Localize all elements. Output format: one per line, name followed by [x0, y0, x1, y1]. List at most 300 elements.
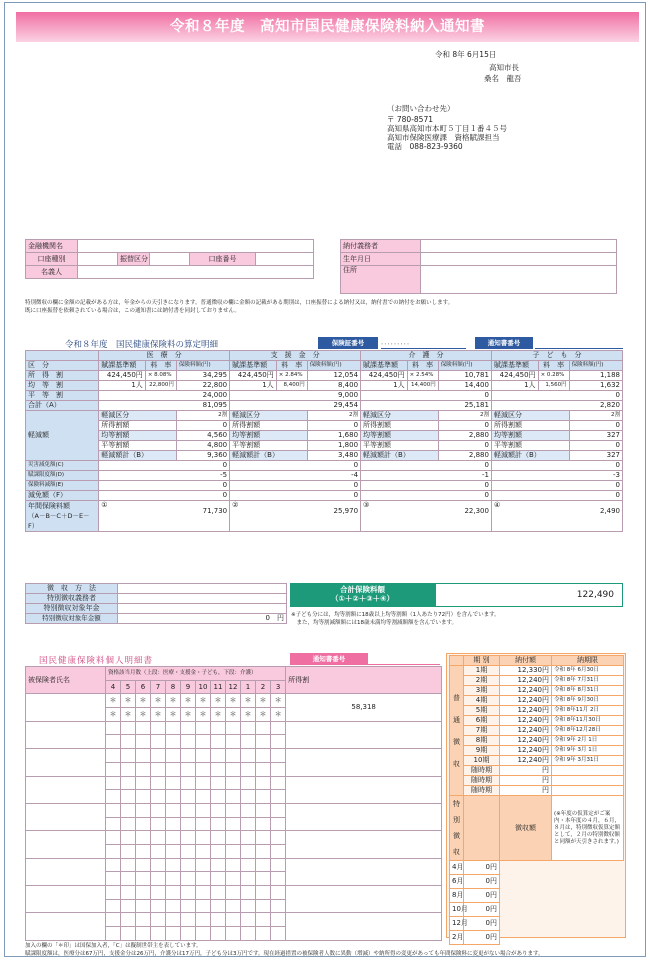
ordinary-due-date: 令和 8年 8月31日 — [552, 686, 624, 696]
ordinary-amount: 12,240円 — [500, 736, 552, 746]
col-rate: 料 率 — [538, 361, 569, 371]
month-star: ＊ — [196, 708, 211, 722]
blank-cell — [256, 844, 271, 858]
special-row — [450, 861, 624, 875]
blank-cell — [181, 790, 196, 804]
account-holder-value — [78, 266, 314, 279]
blank-cell — [181, 844, 196, 858]
blank-cell — [226, 817, 241, 831]
ordinary-row — [450, 706, 624, 716]
special-month: 6月 — [450, 875, 464, 889]
blank-cell — [271, 790, 286, 804]
total-fee: 81,095 — [99, 401, 230, 411]
total-fee: 2,820 — [491, 401, 622, 411]
blank-cell — [196, 803, 211, 817]
times-sign: × — [409, 372, 415, 378]
blank-cell — [211, 872, 226, 886]
exemption-value: 0 — [361, 491, 492, 501]
income-rate: 2.54% — [416, 372, 434, 378]
ordinary-amount: 12,240円 — [500, 716, 552, 726]
blank-cell — [286, 831, 442, 858]
per-capita-count: 1人 — [99, 381, 146, 391]
annual-value: 25,970 — [333, 507, 359, 515]
special-label: 特別徴収 — [450, 796, 464, 861]
income-rate: 8.08% — [154, 372, 172, 378]
month-star: ＊ — [106, 694, 121, 708]
ordinary-period: 9期 — [464, 746, 500, 756]
times-sign: × — [540, 372, 546, 378]
ordinary-due-date — [552, 786, 624, 796]
blank-cell — [241, 927, 256, 941]
blank-cell — [271, 817, 286, 831]
red-income-label: 所得割額 — [230, 421, 308, 431]
per-capita-fee: 1,632 — [569, 381, 622, 391]
month-star: ＊ — [121, 708, 136, 722]
blank-cell — [271, 913, 286, 927]
blank-cell — [181, 899, 196, 913]
blank-cell — [136, 803, 151, 817]
contact-address: 高知県高知市本町５丁目１番４５号 — [387, 124, 507, 133]
ordinary-row — [450, 716, 624, 726]
month-header-cell: 5 — [121, 680, 136, 694]
month-star: ＊ — [121, 694, 136, 708]
exemption-value: 0 — [99, 491, 230, 501]
red-equal-label: 平等割額 — [230, 441, 308, 451]
red-income-label: 所得割額 — [99, 421, 177, 431]
blank-cell — [26, 749, 106, 776]
blank-cell — [196, 899, 211, 913]
red-value: 9,360 — [176, 451, 229, 461]
calc-diagonal-header — [26, 351, 99, 361]
person-notice-label: 通知書番号 — [290, 653, 368, 665]
red-value: 0 — [438, 421, 491, 431]
blank-cell — [211, 721, 226, 735]
birth-label: 生年月日 — [341, 253, 421, 266]
blank-cell — [196, 776, 211, 790]
per-capita-count: 1人 — [491, 381, 538, 391]
blank-cell — [136, 872, 151, 886]
blank-cell — [136, 735, 151, 749]
ceiling-value: -3 — [491, 471, 622, 481]
special-payer-value — [118, 594, 287, 604]
blank-cell — [106, 776, 121, 790]
blank-cell — [271, 735, 286, 749]
row-equal-label: 平 等 割 — [26, 391, 99, 401]
blank-cell — [106, 872, 121, 886]
blank-cell — [26, 913, 106, 941]
row-annual-formula: （A－B－C＋D－E－F） — [28, 512, 90, 530]
annual-number: ① — [101, 501, 108, 509]
month-star: ＊ — [211, 694, 226, 708]
special-month: 2月 — [450, 931, 464, 945]
ordinary-due-date: 令和 9年 2月 1日 — [552, 736, 624, 746]
blank-cell — [256, 803, 271, 817]
blank-cell — [271, 844, 286, 858]
person-income-value: 58,318 — [286, 694, 442, 721]
cert-number-label: 保険証番号 — [318, 337, 378, 349]
blank-cell — [241, 762, 256, 776]
special-row — [450, 903, 624, 917]
blank-cell — [211, 858, 226, 872]
red-total-label: 軽減額計（B） — [230, 451, 308, 461]
blank-cell — [166, 913, 181, 927]
ordinary-amount: 12,240円 — [500, 676, 552, 686]
blank-cell — [211, 762, 226, 776]
red-income-label: 所得割額 — [361, 421, 439, 431]
row-exemption-label: 減免額（F） — [26, 491, 99, 501]
blank-cell — [106, 899, 121, 913]
ordinary-amount: 12,330円 — [500, 666, 552, 676]
month-header — [464, 796, 500, 861]
month-star: ＊ — [181, 708, 196, 722]
ordinary-row — [450, 736, 624, 746]
ordinary-due-date: 令和 8年11月 2日 — [552, 706, 624, 716]
blank-cell — [181, 749, 196, 763]
blank-cell — [136, 817, 151, 831]
blank-cell — [256, 762, 271, 776]
over-value: 0 — [361, 481, 492, 491]
per-capita-unit: 14,400円 — [407, 381, 438, 391]
blank-cell — [106, 803, 121, 817]
month-star: ＊ — [226, 694, 241, 708]
red-value: 0 — [307, 421, 360, 431]
category-medical: 医 療 分 — [99, 351, 230, 361]
blank-cell — [106, 831, 121, 845]
birth-value — [421, 253, 617, 266]
blank-cell — [106, 913, 121, 927]
row-reduction-label: 軽減額 — [26, 411, 99, 461]
blank-cell — [26, 803, 106, 830]
red-value: 327 — [569, 451, 622, 461]
blank-cell — [286, 803, 442, 830]
blank-cell — [106, 721, 121, 735]
blank-cell — [121, 844, 136, 858]
address-value — [421, 266, 617, 294]
blank-cell — [151, 927, 166, 941]
calc-footnote-2: また，均等割減額額には18歳未満均等割減額額を含んでいます。 — [291, 620, 458, 626]
bottom-note-2: 賦課限度額は，医療分は67万円，支援金分は26万円，介護分は17万円，子ども分は3万円です。現在経過措置の被保険者人数に異動（増減）や納所得の変更があっても年間保険料に変更がない場合があります。 — [25, 951, 544, 957]
red-income-label: 所得割額 — [491, 421, 569, 431]
name-col-header: 被保険者氏名 — [26, 667, 106, 694]
col-base: 賦課基準額 — [491, 361, 538, 371]
blank-cell — [241, 749, 256, 763]
special-side-note: (※年度の仮算定がご案内・本年度の４月，６月，８月は，特別徴収仮算定額として，２月の特別徴収額と同額が天引きされます。) — [552, 796, 624, 861]
blank-cell — [196, 749, 211, 763]
ordinary-amount: 12,240円 — [500, 746, 552, 756]
disaster-value: 0 — [99, 461, 230, 471]
month-header-cell: 12 — [226, 680, 241, 694]
blank-cell — [151, 790, 166, 804]
grand-total-label: 合計保険料額 — [340, 585, 385, 594]
contact-phone: 電話 088-823-9360 — [387, 142, 463, 151]
blank-cell — [211, 735, 226, 749]
blank-cell — [241, 913, 256, 927]
blank-cell — [181, 735, 196, 749]
per-capita-count: 1人 — [230, 381, 277, 391]
blank-cell — [166, 844, 181, 858]
pension-value — [118, 604, 287, 614]
blank-cell — [196, 913, 211, 927]
blank-cell — [26, 858, 106, 885]
blank-cell — [226, 913, 241, 927]
month-star: ＊ — [136, 694, 151, 708]
blank-cell — [241, 735, 256, 749]
blank-cell — [256, 749, 271, 763]
disaster-value: 0 — [361, 461, 492, 471]
col-fee: 保険料額(円) — [176, 361, 229, 371]
blank-cell — [211, 776, 226, 790]
red-kubun-value: 2割 — [438, 411, 491, 421]
blank-cell — [286, 721, 442, 748]
months-header: 資格該当月数（上段：医療・支援金・子ども，下段：介護） — [106, 667, 286, 681]
cert-number-value: ．．．．．．．．． — [381, 337, 466, 349]
account-number-value — [256, 253, 314, 266]
account-number-label: 口座番号 — [190, 253, 256, 266]
blank-cell — [241, 886, 256, 900]
income-rate: 2.84% — [285, 372, 303, 378]
payment-note-1: 特別徴収の欄に金額の記載がある方は，年金からの天引きになります。普通徴収の欄に金額の記載がある期別は，口座振替による納付又は，納付書での納付をお願いします。 — [25, 300, 454, 306]
income-base: 424,450円 — [230, 371, 277, 381]
blank-cell — [271, 858, 286, 872]
ordinary-period: 8期 — [464, 736, 500, 746]
blank-cell — [151, 762, 166, 776]
red-per-capita-label: 均等割額 — [99, 431, 177, 441]
blank-cell — [151, 776, 166, 790]
ordinary-row — [450, 686, 624, 696]
blank-cell — [136, 858, 151, 872]
blank-cell — [226, 899, 241, 913]
special-amount: 0円 — [464, 861, 500, 875]
blank-cell — [166, 803, 181, 817]
blank-cell — [271, 749, 286, 763]
blank-cell — [211, 749, 226, 763]
blank-cell — [196, 858, 211, 872]
blank-cell — [181, 776, 196, 790]
red-total-label: 軽減額計（B） — [99, 451, 177, 461]
blank-cell — [211, 899, 226, 913]
blank-cell — [121, 831, 136, 845]
blank-cell — [166, 831, 181, 845]
red-per-capita-label: 均等割額 — [230, 431, 308, 441]
person-notice-value — [368, 653, 440, 665]
blank-cell — [106, 762, 121, 776]
row-annual-label: 年間保険料額 — [28, 502, 70, 510]
blank-cell — [106, 790, 121, 804]
red-value: 4,800 — [176, 441, 229, 451]
blank-cell — [181, 886, 196, 900]
blank-cell — [136, 927, 151, 941]
exemption-value: 0 — [230, 491, 361, 501]
special-row — [450, 917, 624, 931]
blank-cell — [151, 817, 166, 831]
blank-cell — [256, 790, 271, 804]
ordinary-period: 5期 — [464, 706, 500, 716]
special-amount: 0円 — [464, 917, 500, 931]
notice-title: 令和８年度 高知市国民健康保険料納入通知書 — [170, 19, 485, 35]
person-table — [25, 666, 442, 941]
ordinary-period: 7期 — [464, 726, 500, 736]
calc-notice-value — [535, 337, 623, 349]
per-capita-unit: 1,560円 — [538, 381, 569, 391]
col-rate: 料 率 — [145, 361, 176, 371]
blank-cell — [271, 886, 286, 900]
blank-cell — [26, 886, 106, 913]
red-value: 3,480 — [307, 451, 360, 461]
ordinary-row — [450, 726, 624, 736]
pension-amount-value: 0 円 — [118, 614, 287, 624]
per-capita-unit: 8,400円 — [276, 381, 307, 391]
person-title: 国民健康保険料個人明細書 — [39, 656, 154, 666]
blank-cell — [166, 886, 181, 900]
special-amount: 0円 — [464, 931, 500, 945]
blank-cell — [181, 872, 196, 886]
special-month: 4月 — [450, 861, 464, 875]
blank-cell — [196, 762, 211, 776]
annual-number: ③ — [363, 501, 370, 509]
blank-cell — [241, 776, 256, 790]
issuer-title: 高知市長 — [489, 63, 519, 72]
blank-cell — [271, 803, 286, 817]
ordinary-row — [450, 666, 624, 676]
annual-value: 71,730 — [202, 507, 228, 515]
blank-cell — [121, 790, 136, 804]
blank-cell — [151, 735, 166, 749]
blank-cell — [226, 803, 241, 817]
method-table — [25, 583, 287, 624]
blank-cell — [136, 790, 151, 804]
payer-value — [421, 240, 617, 253]
ordinary-period: 10期 — [464, 756, 500, 766]
ordinary-due-date: 令和 8年 7月31日 — [552, 676, 624, 686]
equal-fee: 24,000 — [99, 391, 230, 401]
calc-title: 令和８年度 国民健康保険料の算定明細 — [65, 340, 219, 350]
month-star: ＊ — [226, 708, 241, 722]
blank-cell — [136, 762, 151, 776]
red-value: 2,880 — [438, 451, 491, 461]
times-sign: × — [147, 372, 153, 378]
blank-cell — [136, 899, 151, 913]
blank-cell — [166, 927, 181, 941]
blank-cell — [256, 735, 271, 749]
blank-cell — [166, 899, 181, 913]
blank-cell — [211, 927, 226, 941]
red-kubun-label: 軽減区分 — [99, 411, 177, 421]
annual-number: ④ — [493, 501, 501, 509]
blank-cell — [151, 721, 166, 735]
per-capita-unit: 22,800円 — [145, 381, 176, 391]
blank-cell — [151, 858, 166, 872]
month-star: ＊ — [106, 708, 121, 722]
blank-cell — [121, 762, 136, 776]
blank-cell — [241, 872, 256, 886]
red-kubun-label: 軽減区分 — [230, 411, 308, 421]
account-type-label: 口座種別 — [26, 253, 78, 266]
month-header-cell: 9 — [181, 680, 196, 694]
red-kubun-label: 軽減区分 — [361, 411, 439, 421]
blank-cell — [241, 803, 256, 817]
blank-cell — [166, 872, 181, 886]
blank-cell — [181, 927, 196, 941]
blank-cell — [121, 858, 136, 872]
month-star: ＊ — [256, 708, 271, 722]
income-base: 424,450円 — [99, 371, 146, 381]
blank-cell — [26, 831, 106, 858]
month-header-cell: 7 — [151, 680, 166, 694]
red-total-label: 軽減額計（B） — [491, 451, 569, 461]
blank-cell — [271, 762, 286, 776]
ordinary-period: 随時期 — [464, 776, 500, 786]
grand-total-box — [290, 583, 435, 607]
grand-total-value: 122,490 — [435, 583, 623, 607]
month-star: ＊ — [166, 694, 181, 708]
issue-date: 令和 8年 6月15日 — [435, 50, 497, 59]
ordinary-period: 1期 — [464, 666, 500, 676]
red-per-capita-label: 均等割額 — [361, 431, 439, 441]
notice-page — [4, 2, 646, 957]
blank-cell — [106, 735, 121, 749]
contact-postal: 〒 780-8571 — [387, 115, 433, 124]
red-value: 0 — [176, 421, 229, 431]
blank-cell — [121, 735, 136, 749]
col-fee: 保険料額(円) — [569, 361, 622, 371]
ordinary-amount: 12,240円 — [500, 756, 552, 766]
blank-cell — [241, 721, 256, 735]
blank-cell — [226, 790, 241, 804]
blank-cell — [151, 803, 166, 817]
blank-cell — [271, 776, 286, 790]
month-header-cell: 4 — [106, 680, 121, 694]
blank-cell — [226, 721, 241, 735]
red-kubun-value: 2割 — [176, 411, 229, 421]
per-capita-count: 1人 — [361, 381, 408, 391]
method-value — [118, 584, 287, 594]
blank-cell — [121, 749, 136, 763]
month-star: ＊ — [241, 694, 256, 708]
ordinary-due-date: 令和 8年 9月30日 — [552, 696, 624, 706]
issuer-name: 桑名 龍吾 — [484, 74, 522, 83]
blank-cell — [196, 721, 211, 735]
income-base: 424,450円 — [491, 371, 538, 381]
payer-label: 納付義務者 — [341, 240, 421, 253]
red-value: 1,680 — [307, 431, 360, 441]
category-care: 介 護 分 — [361, 351, 492, 361]
red-equal-label: 平等割額 — [99, 441, 177, 451]
ordinary-row — [450, 776, 624, 786]
blank-cell — [226, 844, 241, 858]
col-fee: 保険料額(円) — [438, 361, 491, 371]
month-header-cell: 1 — [241, 680, 256, 694]
blank-cell — [196, 872, 211, 886]
blank-cell — [181, 831, 196, 845]
month-star: ＊ — [271, 708, 286, 722]
schedule-corner — [450, 656, 464, 666]
ordinary-amount: 円 — [500, 766, 552, 776]
blank-cell — [226, 886, 241, 900]
blank-cell — [181, 817, 196, 831]
blank-cell — [166, 721, 181, 735]
blank-cell — [286, 858, 442, 885]
blank-cell — [121, 817, 136, 831]
row-total-label: 合計（A） — [26, 401, 99, 411]
red-total-label: 軽減額計（B） — [361, 451, 439, 461]
ordinary-amount: 12,240円 — [500, 706, 552, 716]
ordinary-label: 普通徴収 — [450, 666, 464, 796]
calc-table — [25, 350, 623, 532]
blank-cell — [106, 817, 121, 831]
income-rate: 0.28% — [546, 372, 565, 378]
blank-cell — [136, 721, 151, 735]
blank-cell — [271, 872, 286, 886]
